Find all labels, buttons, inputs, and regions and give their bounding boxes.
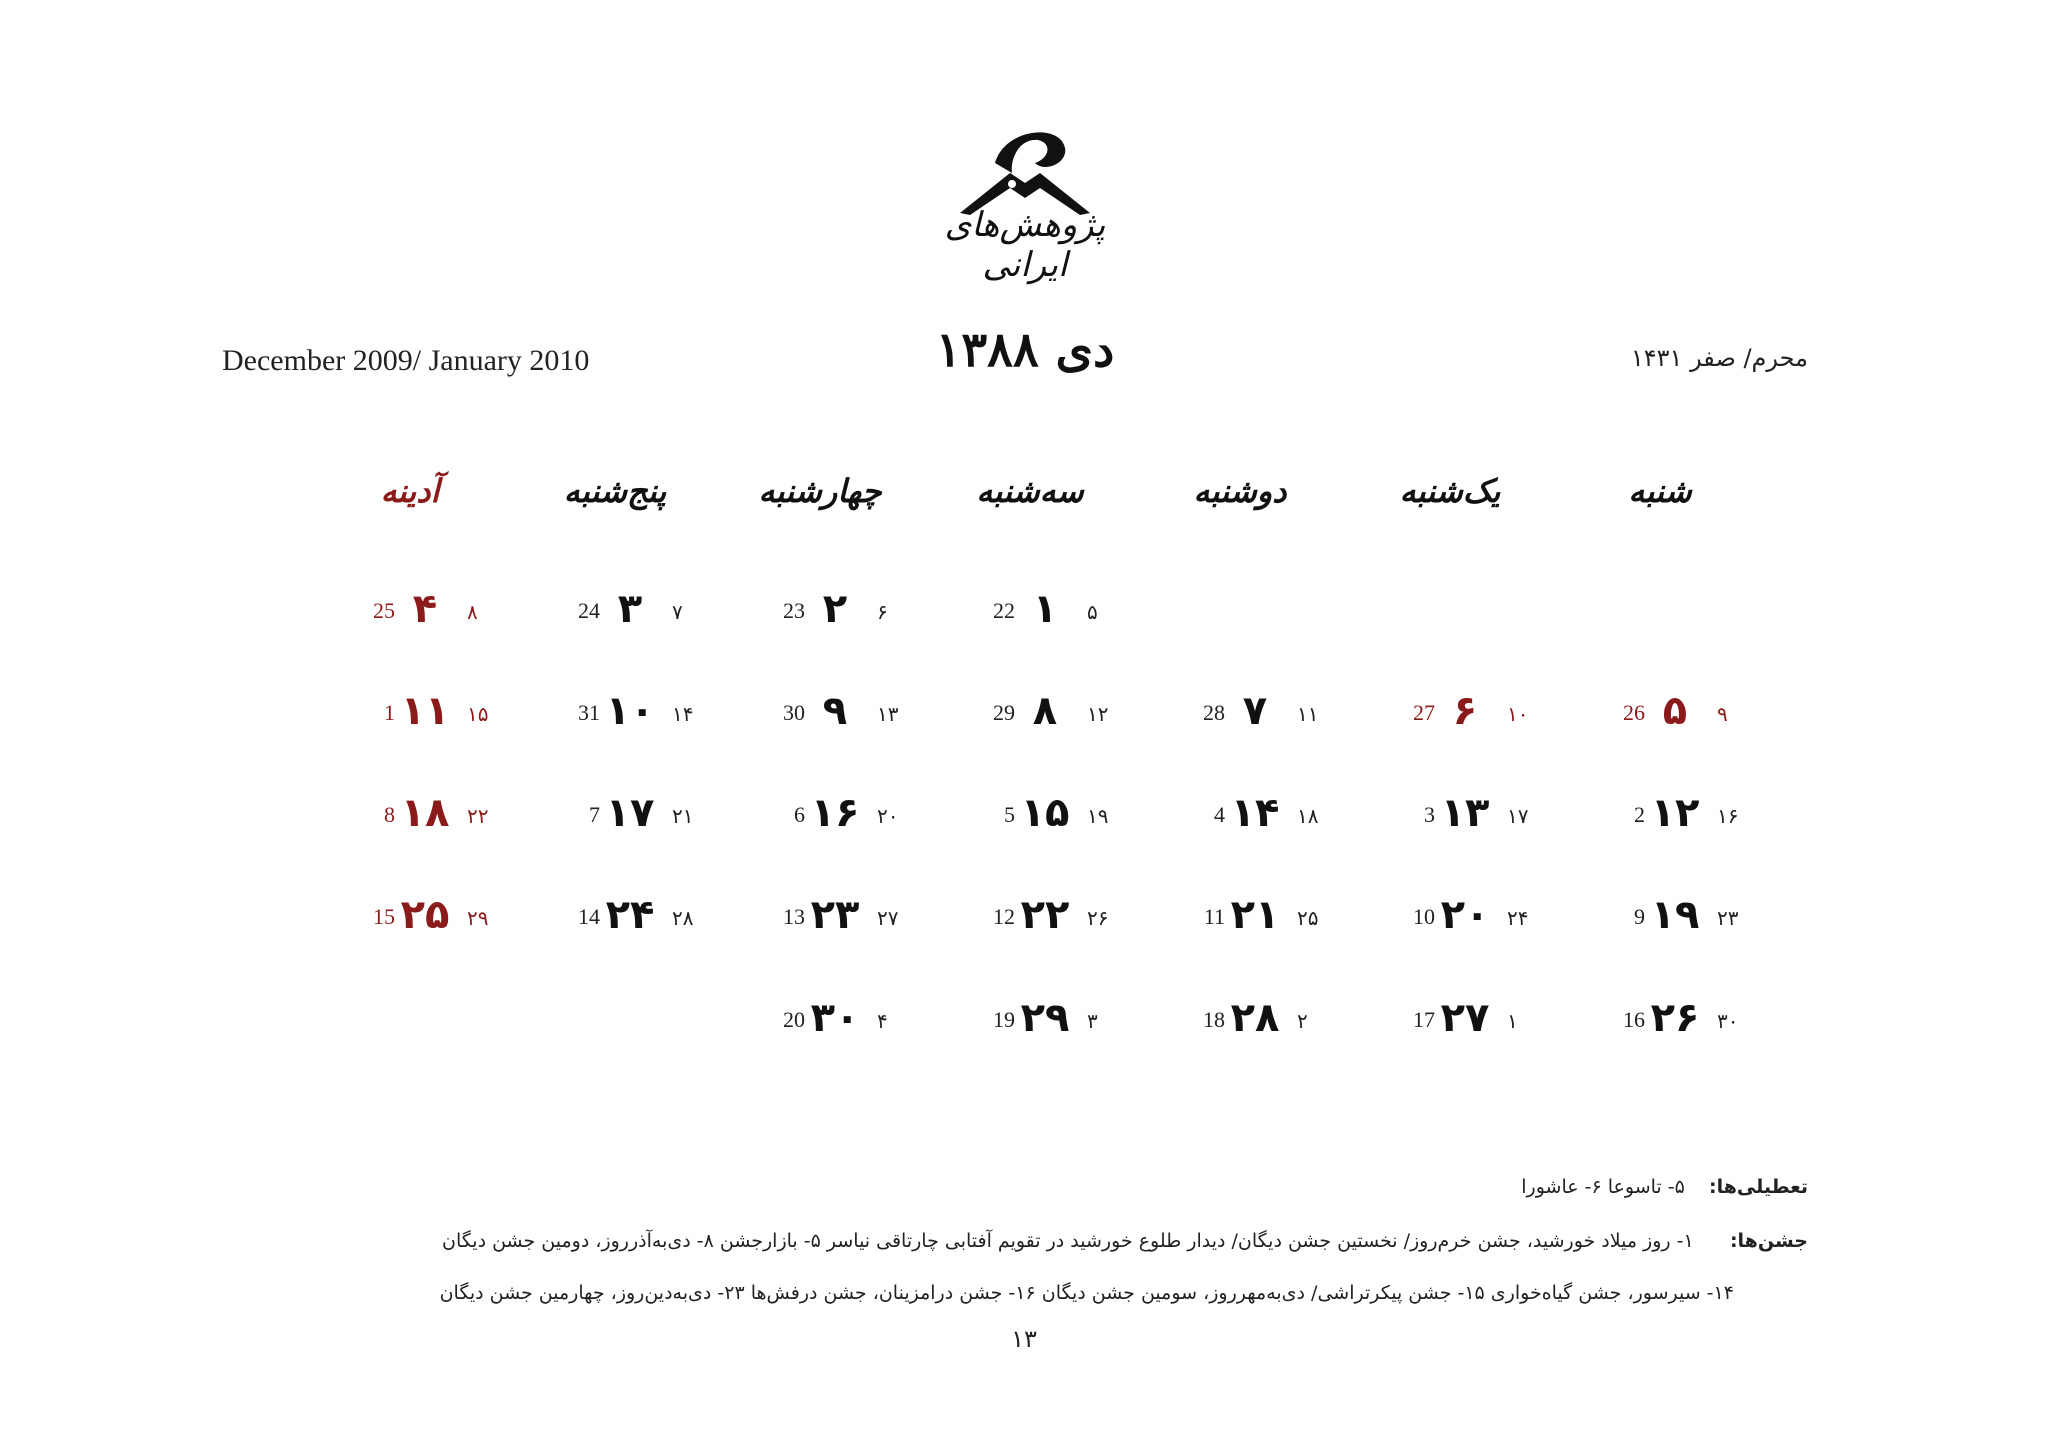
day-cell [530, 780, 700, 840]
gregorian-day: 4 [1214, 802, 1225, 827]
holidays-note [228, 1176, 1808, 1198]
festivals-line-1: ۱- روز میلاد خورشید، جشن خرم‌روز/ نخستین جشن دیگان/ دیدار طلوع خورشید در تقویم آفتابی چارتاقی نیاسر ۵- بازارجشن ۸- دی‌به‌آذرروز، دومین جشن دیگان [442, 1230, 1694, 1252]
persian-day: ۱۸ [400, 790, 450, 836]
day-cell [735, 882, 905, 942]
gregorian-day: 26 [1623, 700, 1645, 725]
gregorian-day: 18 [1203, 1007, 1225, 1032]
weekday-label: شنبه [1628, 472, 1692, 510]
persian-day: ۱۳ [1440, 790, 1490, 836]
hijri-day: ۱۶ [1717, 804, 1739, 828]
hijri-day: ۲۸ [672, 906, 694, 930]
hijri-day: ۲۴ [1507, 906, 1529, 930]
gregorian-day: 13 [783, 904, 805, 929]
day-cell [945, 678, 1115, 738]
day-cell [325, 678, 495, 738]
weekday-label: چهارشنبه [758, 472, 882, 510]
gregorian-day: 5 [1004, 802, 1015, 827]
gregorian-day: 9 [1634, 904, 1645, 929]
gregorian-day: 31 [578, 700, 600, 725]
gregorian-day: 24 [578, 598, 600, 623]
gregorian-day: 3 [1424, 802, 1435, 827]
persian-day: ۱۷ [605, 790, 655, 836]
day-cell [945, 576, 1115, 636]
day-cell [530, 882, 700, 942]
hijri-day: ۲۰ [877, 804, 899, 828]
persian-day: ۷ [1242, 688, 1268, 734]
persian-day: ۲۵ [400, 892, 450, 938]
hijri-month-title: محرم/ صفر ۱۴۳۱ [1630, 344, 1808, 372]
hijri-day: ۱۰ [1507, 702, 1529, 726]
gregorian-day: 16 [1623, 1007, 1645, 1032]
persian-day: ۱۰ [605, 688, 655, 734]
day-cell [1575, 985, 1745, 1045]
weekday-label: سه‌شنبه [976, 472, 1084, 510]
day-cell [325, 576, 495, 636]
hijri-day: ۱۳ [877, 702, 899, 726]
persian-day: ۲۰ [1440, 892, 1490, 938]
persian-day: ۲۹ [1020, 995, 1070, 1041]
gregorian-day: 23 [783, 598, 805, 623]
day-cell [325, 882, 495, 942]
gregorian-day: 22 [993, 598, 1015, 623]
persian-day: ۲۳ [810, 892, 860, 938]
persian-month-title: دی ۱۳۸۸ [935, 322, 1115, 378]
persian-day: ۱۱ [400, 688, 450, 734]
day-cell [1365, 678, 1535, 738]
gregorian-day: 11 [1203, 904, 1225, 929]
persian-day: ۵ [1662, 688, 1688, 734]
hijri-day: ۴ [877, 1009, 888, 1033]
day-cell [735, 985, 905, 1045]
festivals-line-2: ۱۴- سیرسور، جشن گیاه‌خواری ۱۵- جشن پیکرتراشی/ دی‌به‌مهرروز، سومین جشن دیگان ۱۶- جشن درامزینان، جشن درفش‌ها ۲۳- دی‌به‌دین‌روز، چهارمین جشن دیگان [439, 1282, 1734, 1304]
hijri-day: ۹ [1717, 702, 1728, 726]
persian-day: ۱۹ [1650, 892, 1700, 938]
hijri-day: ۲۲ [467, 804, 489, 828]
gregorian-day: 20 [783, 1007, 805, 1032]
hijri-day: ۲۹ [467, 906, 489, 930]
hijri-day: ۲۳ [1717, 906, 1739, 930]
day-cell [325, 780, 495, 840]
hijri-day: ۲۱ [672, 804, 694, 828]
persian-day: ۲۴ [605, 892, 655, 938]
hijri-day: ۸ [467, 600, 478, 624]
gregorian-day: 1 [384, 700, 395, 725]
day-cell [1365, 780, 1535, 840]
weekday-label: پنج‌شنبه [563, 472, 667, 510]
hijri-day: ۲۷ [877, 906, 899, 930]
holidays-text: ۵- تاسوعا ۶- عاشورا [1521, 1176, 1685, 1198]
gregorian-day: 7 [589, 802, 600, 827]
gregorian-day: 29 [993, 700, 1015, 725]
persian-day: ۶ [1452, 688, 1478, 734]
hijri-day: ۲۶ [1087, 906, 1109, 930]
gregorian-day: 14 [578, 904, 600, 929]
gregorian-day: 19 [993, 1007, 1015, 1032]
gregorian-day: 17 [1413, 1007, 1435, 1032]
day-cell [1365, 985, 1535, 1045]
page-number: ۱۳ [1011, 1325, 1037, 1353]
persian-day: ۳۰ [810, 995, 860, 1041]
persian-day: ۱ [1032, 586, 1058, 632]
day-cell [945, 985, 1115, 1045]
gregorian-day: 10 [1413, 904, 1435, 929]
holidays-label: تعطیلی‌ها: [1708, 1176, 1808, 1198]
weekday-label: دوشنبه [1193, 472, 1287, 510]
persian-day: ۳ [617, 586, 643, 632]
persian-day: ۲۶ [1650, 995, 1700, 1041]
day-cell [735, 576, 905, 636]
hijri-day: ۱۹ [1087, 804, 1109, 828]
gregorian-day: 25 [373, 598, 395, 623]
hijri-day: ۷ [672, 600, 683, 624]
hijri-day: ۱۸ [1297, 804, 1319, 828]
persian-day: ۱۴ [1230, 790, 1280, 836]
hijri-day: ۳۰ [1717, 1009, 1739, 1033]
hijri-day: ۱۷ [1507, 804, 1529, 828]
gregorian-day: 15 [373, 904, 395, 929]
festivals-label: جشن‌ها: [1729, 1230, 1808, 1252]
gregorian-day: 6 [794, 802, 805, 827]
persian-day: ۱۲ [1650, 790, 1700, 836]
gregorian-day: 8 [384, 802, 395, 827]
gregorian-day: 12 [993, 904, 1015, 929]
gregorian-day: 30 [783, 700, 805, 725]
hijri-day: ۱۵ [467, 702, 489, 726]
festivals-note-continued [228, 1282, 1808, 1304]
hijri-day: ۱۱ [1297, 702, 1319, 726]
hijri-day: ۱ [1507, 1009, 1518, 1033]
gregorian-month-title: December 2009/ January 2010 [222, 344, 590, 377]
persian-day: ۹ [822, 688, 848, 734]
gregorian-day: 28 [1203, 700, 1225, 725]
weekday-label: یک‌شنبه [1399, 472, 1501, 510]
persian-day: ۸ [1032, 688, 1058, 734]
gregorian-day: 27 [1413, 700, 1435, 725]
day-cell [1155, 678, 1325, 738]
persian-day: ۲۷ [1440, 995, 1490, 1041]
day-cell [1575, 882, 1745, 942]
persian-day: ۲ [822, 586, 848, 632]
persian-day: ۴ [412, 586, 438, 632]
day-cell [1155, 882, 1325, 942]
hijri-day: ۲ [1297, 1009, 1308, 1033]
day-cell [1155, 985, 1325, 1045]
day-cell [1365, 882, 1535, 942]
persian-day: ۲۸ [1230, 995, 1280, 1041]
day-cell [1155, 780, 1325, 840]
hijri-day: ۳ [1087, 1009, 1098, 1033]
hijri-day: ۱۴ [672, 702, 694, 726]
day-cell [530, 678, 700, 738]
hijri-day: ۶ [877, 600, 888, 624]
day-cell [530, 576, 700, 636]
gregorian-day: 2 [1634, 802, 1645, 827]
day-cell [1575, 678, 1745, 738]
day-cell [945, 780, 1115, 840]
hijri-day: ۲۵ [1297, 906, 1319, 930]
day-cell [1575, 780, 1745, 840]
weekday-label: آدینه [380, 472, 440, 510]
logo-text: پژوهش‌های ایرانی [944, 205, 1106, 285]
day-cell [945, 882, 1115, 942]
persian-day: ۱۶ [810, 790, 860, 836]
day-cell [735, 780, 905, 840]
persian-day: ۲۱ [1230, 892, 1280, 938]
day-cell [735, 678, 905, 738]
hijri-day: ۱۲ [1087, 702, 1109, 726]
festivals-note [228, 1230, 1808, 1252]
persian-day: ۲۲ [1020, 892, 1070, 938]
persian-day: ۱۵ [1020, 790, 1070, 836]
hijri-day: ۵ [1087, 600, 1098, 624]
